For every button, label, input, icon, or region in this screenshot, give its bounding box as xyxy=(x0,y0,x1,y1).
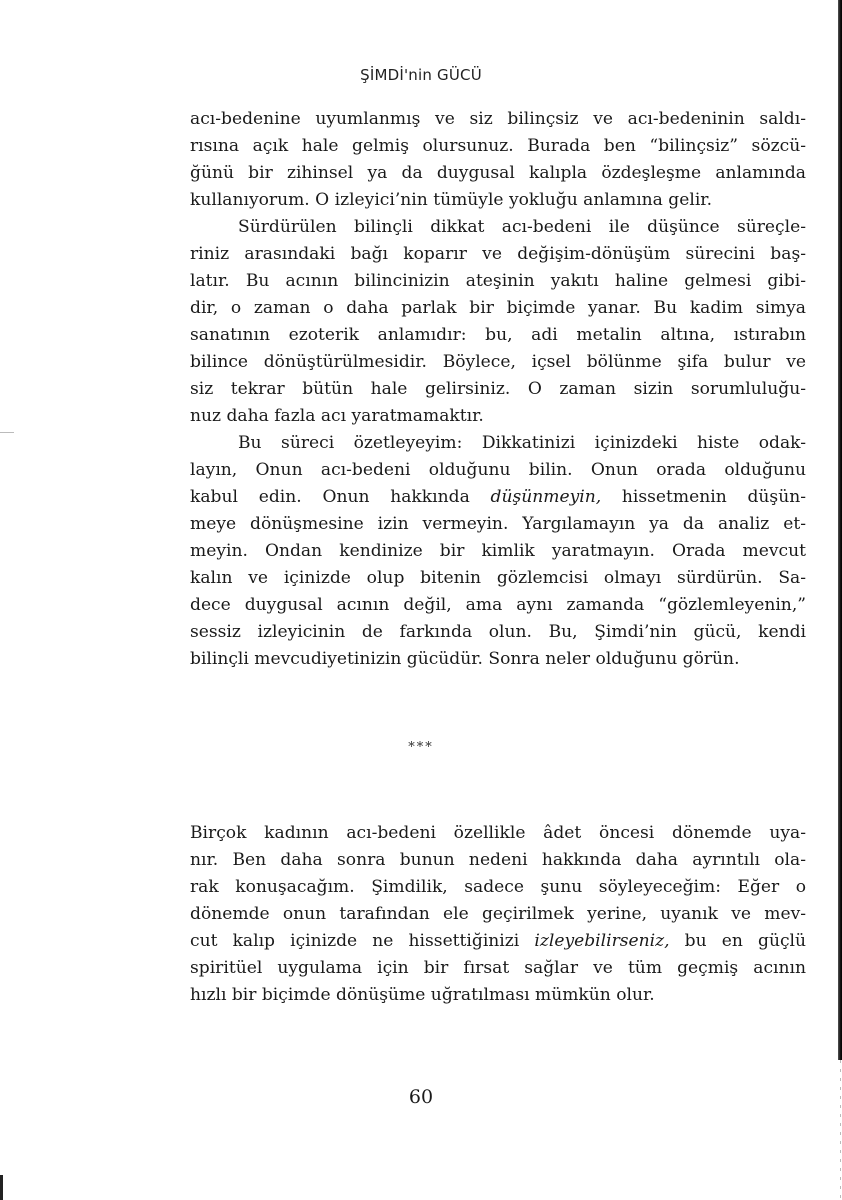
running-head: ŞİMDİ'nin GÜCÜ xyxy=(360,66,482,84)
text-line: hızlı bir biçimde dönüşüme uğratılması mümkün olur. xyxy=(190,985,655,1005)
scan-corner-shadow xyxy=(0,1175,3,1200)
text-line: spiritüel uygulama için bir fırsat sağlar ve tüm geçmiş acının xyxy=(190,958,806,978)
emphasized-text: düşünmeyin, xyxy=(490,487,602,507)
text-line: Sürdürülen bilinçli dikkat acı-bedeni ile düşünce süreçle- xyxy=(238,217,806,237)
text-line: nuz daha fazla acı yaratmamaktır. xyxy=(190,406,484,426)
body-section-1 xyxy=(190,106,806,673)
text-line: bilinçli mevcudiyetinizin gücüdür. Sonra neler olduğunu görün. xyxy=(190,649,740,669)
text-line: sanatının ezoterik anlamıdır: bu, adi metalin altına, ıstırabın xyxy=(190,325,806,345)
text-line: sessiz izleyicinin de farkında olun. Bu, Şimdi’nin gücü, kendi xyxy=(190,622,806,642)
text-line: latır. Bu acının bilincinizin ateşinin yakıtı haline gelmesi gibi- xyxy=(190,271,806,291)
section-separator: *** xyxy=(408,740,434,755)
text-fragment: cut kalıp içinizde ne hissettiğinizi xyxy=(190,931,535,951)
page-number: 60 xyxy=(408,1086,434,1108)
body-section-2 xyxy=(190,820,806,1009)
text-line: Bu süreci özetleyeyim: Dikkatinizi içinizdeki histe odak- xyxy=(238,433,806,453)
scan-margin-mark xyxy=(0,432,14,433)
text-line: meye dönüşmesine izin vermeyin. Yargılamayın ya da analiz et- xyxy=(190,514,806,534)
scan-edge-shadow xyxy=(838,0,842,1060)
text-line xyxy=(190,928,806,955)
text-line: rısına açık hale gelmiş olursunuz. Burada ben “bilinçsiz” sözcü- xyxy=(190,136,806,156)
text-line: bilince dönüştürülmesidir. Böylece, içsel bölünme şifa bulur ve xyxy=(190,352,806,372)
text-line: meyin. Ondan kendinize bir kimlik yaratmayın. Orada mevcut xyxy=(190,541,806,561)
text-line: ğünü bir zihinsel ya da duygusal kalıpla özdeşleşme anlamında xyxy=(190,163,806,183)
text-line: nır. Ben daha sonra bunun nedeni hakkında daha ayrıntılı ola- xyxy=(190,850,806,870)
text-line: kalın ve içinizde olup bitenin gözlemcisi olmayı sürdürün. Sa- xyxy=(190,568,806,588)
text-line: Birçok kadının acı-bedeni özellikle âdet öncesi dönemde uya- xyxy=(190,823,806,843)
text-line: kullanıyorum. O izleyici’nin tümüyle yokluğu anlamına gelir. xyxy=(190,190,713,210)
emphasized-text: izleyebilirseniz, xyxy=(534,931,670,951)
scan-edge-dots xyxy=(840,1060,841,1200)
text-line: rak konuşacağım. Şimdilik, sadece şunu söyleyeceğim: Eğer o xyxy=(190,877,806,897)
text-line: layın, Onun acı-bedeni olduğunu bilin. Onun orada olduğunu xyxy=(190,460,806,480)
text-fragment: hissetmenin düşün- xyxy=(601,487,806,507)
text-line: dir, o zaman o daha parlak bir biçimde yanar. Bu kadim simya xyxy=(190,298,806,318)
text-fragment: kabul edin. Onun hakkında xyxy=(190,487,491,507)
text-line: dece duygusal acının değil, ama aynı zamanda “gözlemleyenin,” xyxy=(190,595,806,615)
text-line: dönemde onun tarafından ele geçirilmek yerine, uyanık ve mev- xyxy=(190,904,806,924)
text-fragment: bu en güçlü xyxy=(669,931,806,951)
text-line: riniz arasındaki bağı koparır ve değişim-dönüşüm sürecini baş- xyxy=(190,244,806,264)
text-line: siz tekrar bütün hale gelirsiniz. O zaman sizin sorumluluğu- xyxy=(190,379,806,399)
text-line xyxy=(190,484,806,511)
text-line: acı-bedenine uyumlanmış ve siz bilinçsiz ve acı-bedeninin saldı- xyxy=(190,109,806,129)
